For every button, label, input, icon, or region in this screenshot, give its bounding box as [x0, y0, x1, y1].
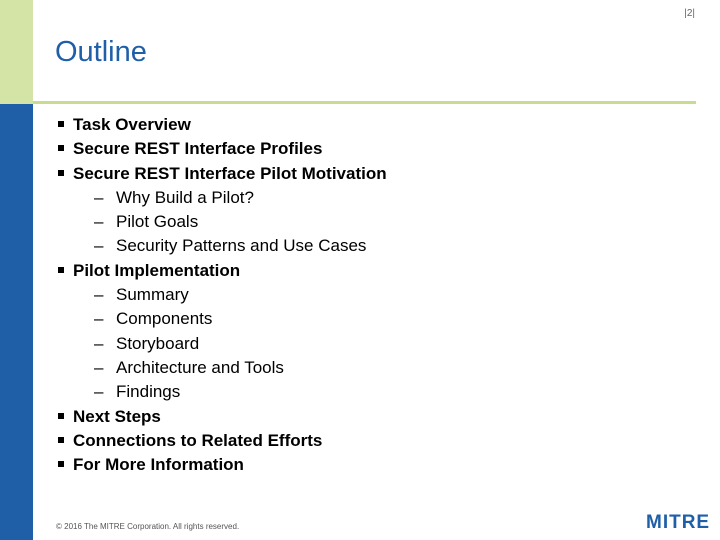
- page-title: Outline: [55, 36, 147, 68]
- dash-marker: –: [94, 212, 104, 232]
- outline-item-label: Next Steps: [73, 406, 161, 426]
- dash-marker: –: [94, 382, 104, 402]
- outline-subitem: [58, 332, 387, 356]
- outline-item: [58, 162, 387, 186]
- outline-item: [58, 113, 387, 137]
- outline-list: [58, 113, 387, 477]
- square-bullet-icon: [58, 121, 64, 127]
- outline-subitem-label: Why Build a Pilot?: [116, 187, 254, 207]
- outline-subitem: [58, 356, 387, 380]
- outline-subitem-label: Architecture and Tools: [116, 357, 284, 377]
- outline-item-label: Connections to Related Efforts: [73, 430, 323, 450]
- dash-marker: –: [94, 333, 104, 353]
- outline-item-label: Secure REST Interface Pilot Motivation: [73, 163, 387, 183]
- outline-item-label: Pilot Implementation: [73, 260, 241, 280]
- dash-marker: –: [94, 357, 104, 377]
- outline-item: [58, 429, 387, 453]
- square-bullet-icon: [58, 170, 64, 176]
- dash-marker: –: [94, 187, 104, 207]
- sidebar-blue-block: [0, 104, 33, 540]
- outline-item-label: Task Overview: [73, 115, 191, 134]
- square-bullet-icon: [58, 413, 64, 419]
- square-bullet-icon: [58, 145, 64, 151]
- outline-subitem-label: Pilot Goals: [116, 212, 199, 232]
- outline-subitem: [58, 234, 387, 258]
- outline-subitem-label: Summary: [116, 285, 189, 305]
- outline-subitem-label: Security Patterns and Use Cases: [116, 236, 367, 256]
- outline-subitem-label: Components: [116, 309, 213, 329]
- outline-subitem: [58, 186, 387, 210]
- page-number: |2|: [684, 8, 695, 19]
- outline-subitem: [58, 283, 387, 307]
- outline-subitem: [58, 210, 387, 234]
- sidebar-green-block: [0, 0, 33, 104]
- outline-subitem-label: Storyboard: [116, 333, 200, 353]
- square-bullet-icon: [58, 267, 64, 273]
- dash-marker: –: [94, 309, 104, 329]
- mitre-logo: MITRE: [646, 512, 711, 533]
- outline-subitem: [58, 380, 387, 404]
- copyright-footer: © 2016 The MITRE Corporation. All rights reserved.: [56, 522, 240, 531]
- square-bullet-icon: [58, 437, 64, 443]
- dash-marker: –: [94, 285, 104, 305]
- outline-item-label: Secure REST Interface Profiles: [73, 139, 323, 159]
- square-bullet-icon: [58, 461, 64, 467]
- outline-item: [58, 453, 387, 477]
- outline-item: [58, 259, 387, 283]
- outline-item: [58, 405, 387, 429]
- outline-item-label: For More Information: [73, 455, 244, 475]
- outline-subitem-label: Findings: [116, 382, 181, 402]
- dash-marker: –: [94, 236, 104, 256]
- title-divider: [33, 101, 696, 104]
- outline-item: [58, 137, 387, 161]
- outline-subitem: [58, 307, 387, 331]
